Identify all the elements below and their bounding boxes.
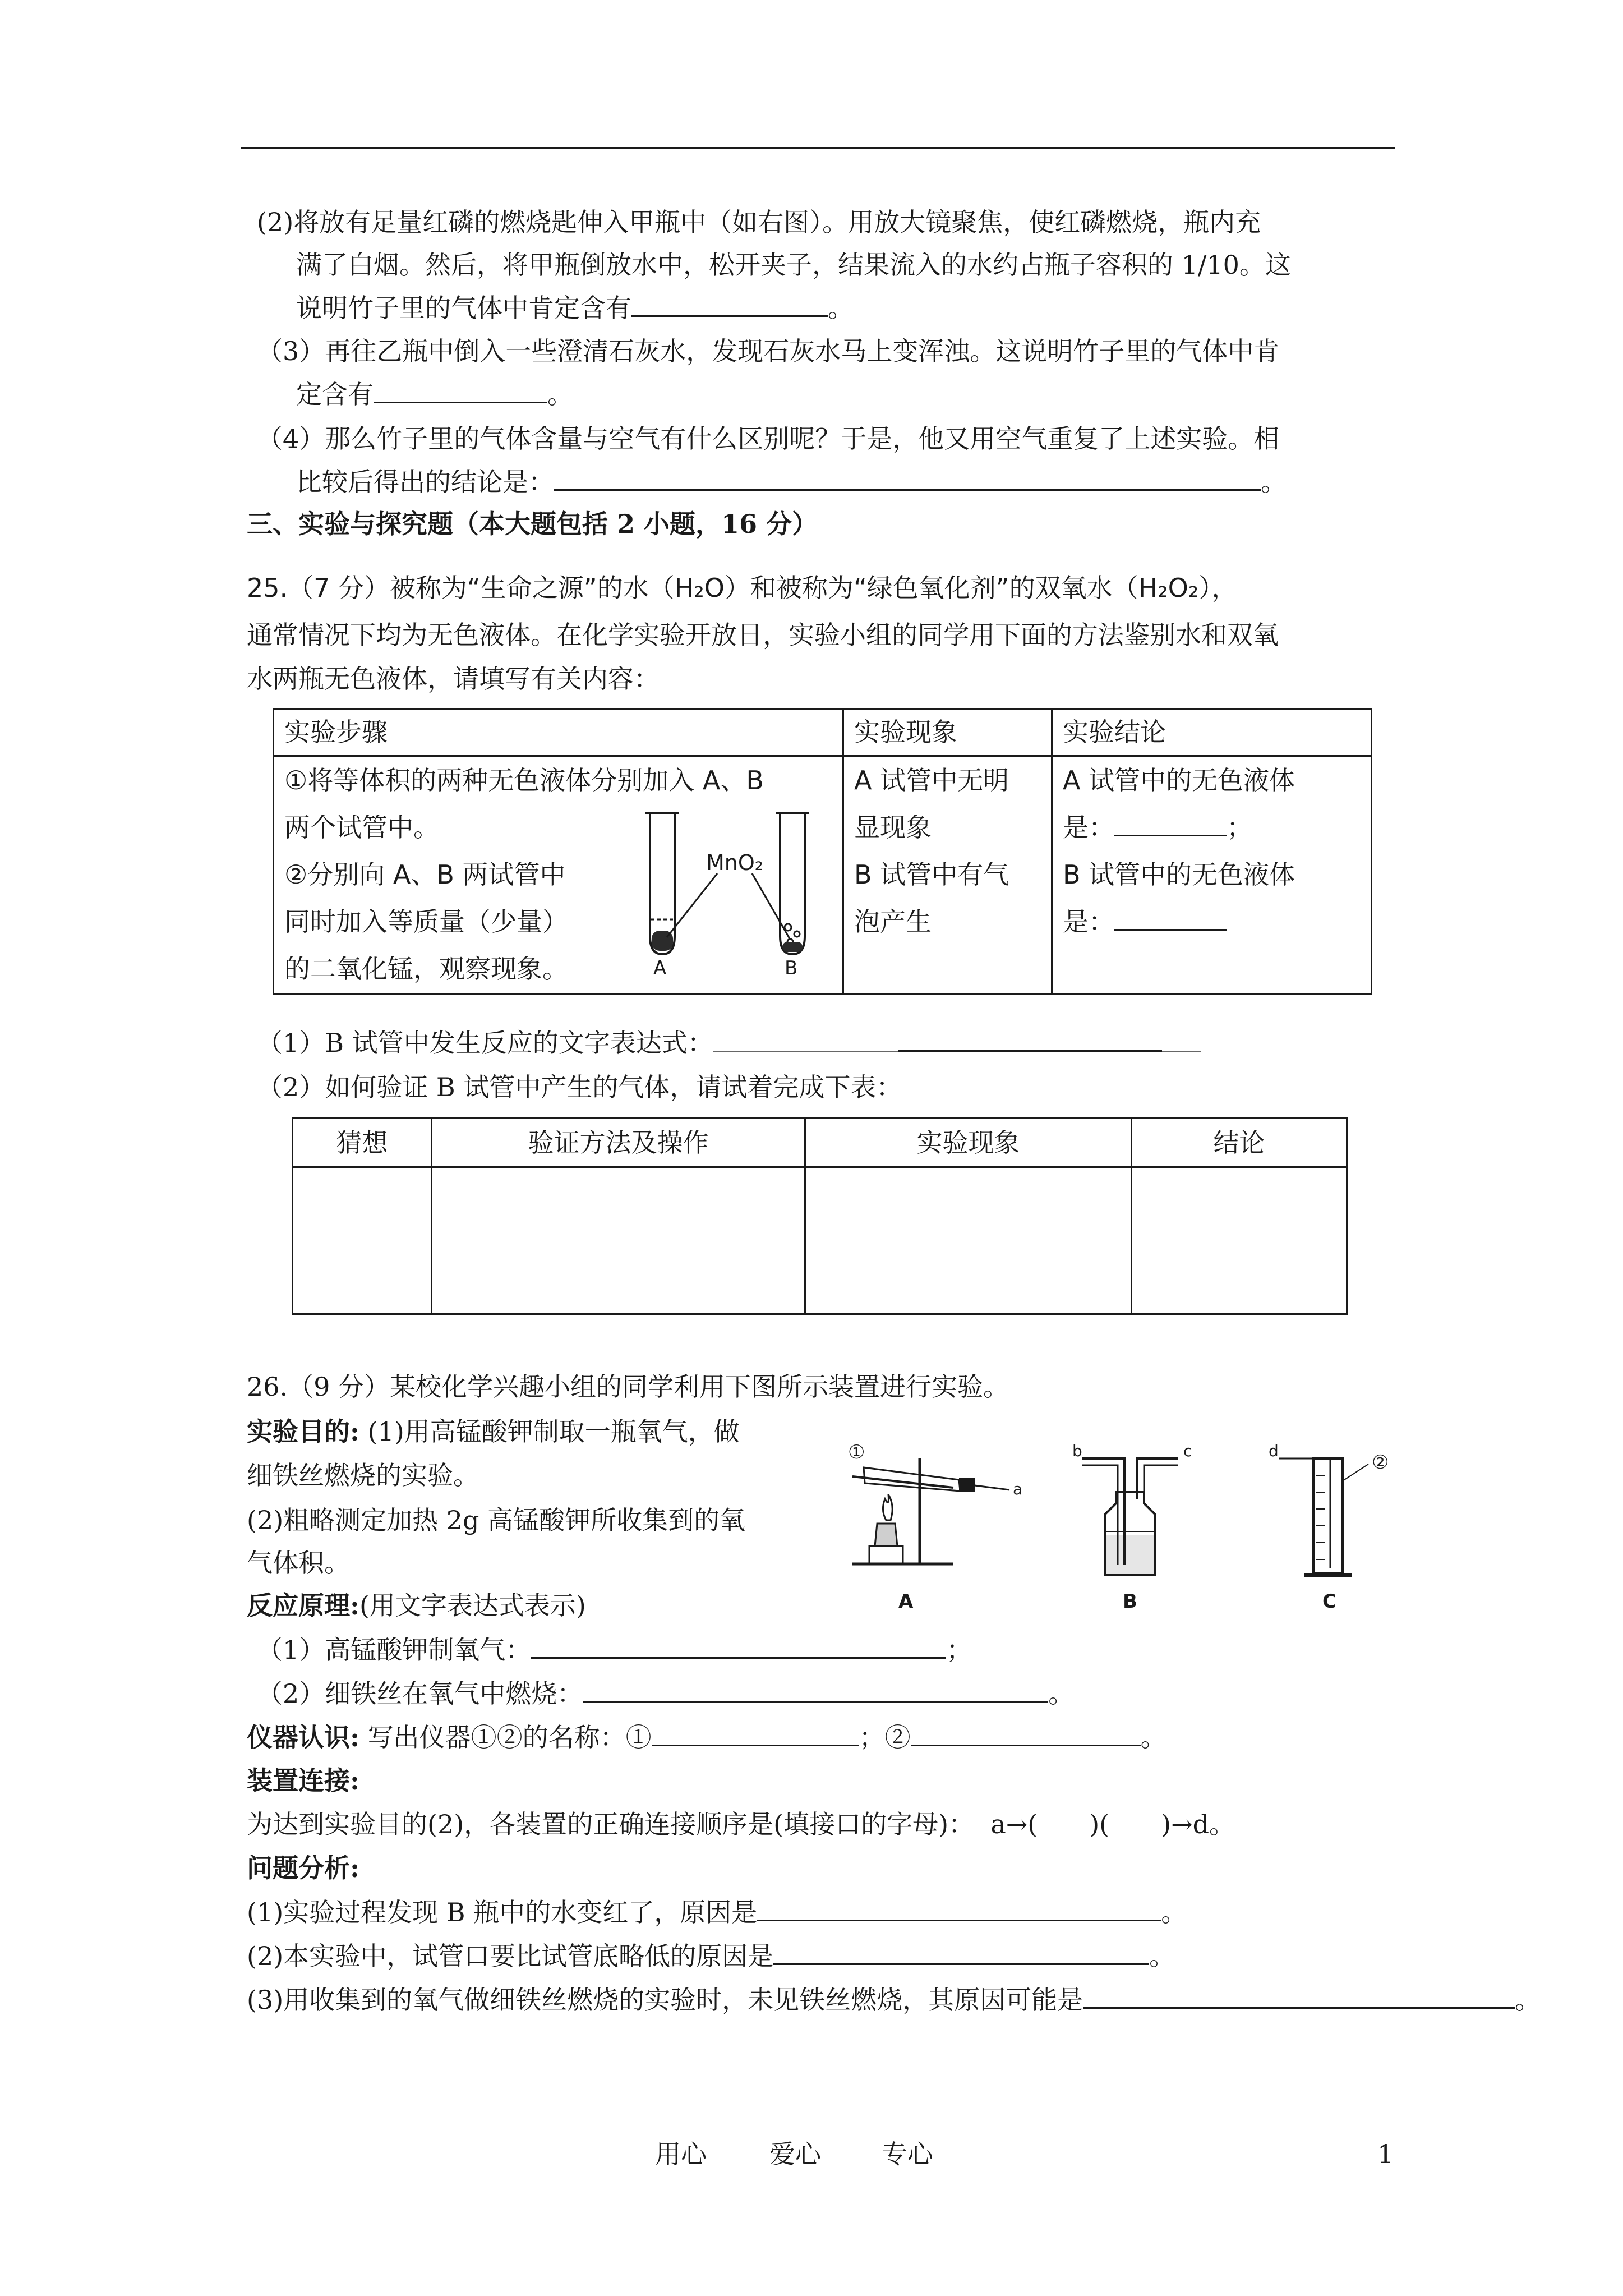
q25-table-header-phenomenon: 实验现象 xyxy=(843,709,1052,756)
header-rule xyxy=(241,147,1395,149)
q26-answer-blank-instrument1[interactable] xyxy=(652,1720,859,1746)
q25-step-line5: 的二氧化锰，观察现象。 xyxy=(284,954,568,984)
q24-answer-blank-1[interactable] xyxy=(631,291,828,317)
q24-answer-blank-3[interactable] xyxy=(554,464,1261,491)
q25-concl-line3: B 试管中的无色液体 xyxy=(1063,859,1295,890)
q26-connection-line xyxy=(247,1807,1235,1841)
q25-concl-b-label: 是： xyxy=(1063,907,1114,937)
q26-purpose-label: 实验目的: xyxy=(247,1416,359,1447)
apparatus-label-a: A xyxy=(898,1590,914,1613)
q25-intro-line2: 通常情况下均为无色液体。在化学实验开放日，实验小组的同学用下面的方法鉴别水和双氧 xyxy=(247,620,1279,650)
q25-step-line2: 两个试管中。 xyxy=(284,812,439,843)
q26-analysis1 xyxy=(247,1895,1187,1929)
q24-answer-blank-2[interactable] xyxy=(374,377,547,403)
q26-analysis2-end: 。 xyxy=(1149,1941,1175,1971)
q26-answer-blank-analysis1[interactable] xyxy=(757,1895,1161,1921)
q26-principle2-end: 。 xyxy=(1048,1678,1075,1709)
q25-sub1-text: （1）B 试管中发生反应的文字表达式： xyxy=(257,1028,713,1058)
q24-p2-period: 。 xyxy=(828,293,854,323)
q24-p4-period: 。 xyxy=(1261,467,1287,497)
q25-sub2: （2）如何验证 B 试管中产生的气体，请试着完成下表： xyxy=(257,1072,902,1102)
q26-instrument-end: 。 xyxy=(1140,1722,1166,1752)
q26-purpose2-line1: (2)粗略测定加热 2g 高锰酸钾所收集到的氧 xyxy=(247,1505,746,1535)
q25-table-header-conclusion: 实验结论 xyxy=(1052,709,1372,756)
q26-analysis-label: 问题分析: xyxy=(247,1853,359,1883)
q26-intro: 26.（9 分）某校化学兴趣小组的同学利用下图所示装置进行实验。 xyxy=(247,1372,1009,1402)
verify-cell-conclusion[interactable] xyxy=(1132,1167,1347,1314)
q26-analysis3 xyxy=(247,1982,1541,2017)
q25-phen-line4: 泡产生 xyxy=(854,907,932,937)
q25-phenomenon-cell xyxy=(843,756,1052,994)
q25-concl-line2 xyxy=(1063,804,1361,851)
q25-phen-line2: 显现象 xyxy=(854,812,932,843)
q25-intro-line1: 25.（7 分）被称为“生命之源”的水（H₂O）和被称为“绿色氧化剂”的双氧水（H₂O₂）， xyxy=(247,573,1238,603)
q26-apparatus-figure xyxy=(841,1436,1481,1621)
q24-p2-text: 说明竹子里的气体中肯定含有 xyxy=(296,293,631,323)
q24-p3-line1: （3）再往乙瓶中倒入一些澄清石灰水，发现石灰水马上变浑浊。这说明竹子里的气体中肯 xyxy=(257,336,1280,366)
verify-cell-phenomenon[interactable] xyxy=(805,1167,1132,1314)
q25-concl-a-label: 是： xyxy=(1063,812,1114,843)
q26-instrument xyxy=(247,1720,1166,1754)
q26-analysis3-end: 。 xyxy=(1515,1985,1541,2015)
q25-intro-line3: 水两瓶无色液体，请填写有关内容： xyxy=(247,664,660,694)
q25-table-header-step: 实验步骤 xyxy=(274,709,843,756)
q24-p2-line2: 满了白烟。然后，将甲瓶倒放水中，松开夹子，结果流入的水约占瓶子容积的 1/10。这 xyxy=(296,250,1291,280)
q26-purpose1-text: (1)用高锰酸钾制取一瓶氧气，做 xyxy=(367,1416,740,1447)
q26-purpose-line1 xyxy=(247,1415,740,1448)
q26-answer-blank-principle1[interactable] xyxy=(531,1632,946,1659)
port-d-label: d xyxy=(1269,1442,1279,1460)
q26-principle2 xyxy=(257,1676,1074,1710)
verify-header-method: 验证方法及操作 xyxy=(432,1119,805,1167)
q25-sub1 xyxy=(257,1025,1201,1060)
q25-answer-blank-b[interactable] xyxy=(1114,907,1227,931)
apparatus-mark-2: ② xyxy=(1372,1451,1389,1474)
q25-step-cell xyxy=(274,756,843,994)
q24-p2-line3 xyxy=(296,291,854,325)
q24-p4-line2 xyxy=(296,464,1287,499)
q26-answer-blank-analysis2[interactable] xyxy=(773,1939,1149,1965)
q25-phen-line1: A 试管中无明 xyxy=(854,765,1009,795)
q26-answer-blank-principle2[interactable] xyxy=(583,1676,1048,1703)
q25-answer-blank-expr-3[interactable] xyxy=(1162,1026,1201,1052)
q25-step-line4: 同时加入等质量（少量） xyxy=(284,907,568,937)
tube-b-label: B xyxy=(785,957,798,976)
q26-purpose1-line2: 细铁丝燃烧的实验。 xyxy=(247,1460,479,1490)
q25-answer-blank-a[interactable] xyxy=(1114,812,1227,836)
page-number: 1 xyxy=(1377,2139,1394,2169)
q25-phen-line3: B 试管中有气 xyxy=(854,859,1009,890)
apparatus-label-b: B xyxy=(1123,1590,1137,1613)
q26-instrument-text: 写出仪器①②的名称：① xyxy=(367,1722,652,1752)
q25-concl-line4 xyxy=(1063,898,1361,945)
q25-concl-a-end: ； xyxy=(1227,812,1252,843)
q26-analysis1-text: (1)实验过程发现 B 瓶中的水变红了，原因是 xyxy=(247,1897,758,1927)
q26-answer-blank-analysis3[interactable] xyxy=(1083,1982,1515,2009)
q24-p4-line1: （4）那么竹子里的气体含量与空气有什么区别呢？于是，他又用空气重复了上述实验。相 xyxy=(257,424,1280,454)
q26-connection-label: 装置连接: xyxy=(247,1765,359,1796)
apparatus-mark-1: ① xyxy=(848,1441,865,1464)
verify-header-conclusion: 结论 xyxy=(1132,1119,1347,1167)
footer-motto-1: 用心 xyxy=(655,2139,707,2169)
verify-cell-guess[interactable] xyxy=(293,1167,432,1314)
apparatus-a-icon xyxy=(852,1458,1009,1564)
q26-principle1-end: ； xyxy=(946,1635,972,1665)
port-a-label: a xyxy=(1013,1480,1023,1498)
q26-principle2-text: （2）细铁丝在氧气中燃烧： xyxy=(257,1678,583,1709)
q26-principle1-text: （1）高锰酸钾制氧气： xyxy=(257,1635,532,1665)
q26-analysis2 xyxy=(247,1939,1175,1973)
tube-a-label: A xyxy=(653,957,667,976)
verify-cell-method[interactable] xyxy=(432,1167,805,1314)
q26-principle-heading xyxy=(247,1589,586,1622)
apparatus-b-icon xyxy=(1082,1458,1178,1575)
q25-answer-blank-expr-1[interactable] xyxy=(713,1026,898,1052)
port-c-label: c xyxy=(1183,1442,1192,1460)
mno2-label: MnO₂ xyxy=(706,850,764,875)
footer-motto-3: 专心 xyxy=(882,2139,933,2169)
q26-analysis1-end: 。 xyxy=(1161,1897,1187,1927)
q26-instrument-label: 仪器认识: xyxy=(247,1722,359,1752)
q26-principle-label: 反应原理: xyxy=(247,1590,359,1621)
apparatus-c-icon xyxy=(1279,1458,1368,1577)
q26-principle-note: (用文字表达式表示) xyxy=(359,1590,586,1621)
q24-p4-text: 比较后得出的结论是： xyxy=(296,467,554,497)
footer-motto-2: 爱心 xyxy=(769,2139,821,2169)
q24-p3-period: 。 xyxy=(547,379,573,409)
q26-purpose2-line2: 气体积。 xyxy=(247,1548,350,1578)
q25-conclusion-cell xyxy=(1052,756,1372,994)
verify-header-guess: 猜想 xyxy=(293,1119,432,1167)
q26-connection-answer[interactable]: a→( )( )→d。 xyxy=(990,1809,1235,1839)
q26-principle1 xyxy=(257,1632,972,1667)
port-b-label: b xyxy=(1072,1442,1082,1460)
section3-title: 三、实验与探究题（本大题包括 2 小题，16 分） xyxy=(247,509,818,539)
verify-header-phenomenon: 实验现象 xyxy=(805,1119,1132,1167)
q24-p2-line1: (2)将放有足量红磷的燃烧匙伸入甲瓶中（如右图）。用放大镜聚焦，使红磷燃烧，瓶内充 xyxy=(257,207,1261,237)
q25-step-line1: ①将等体积的两种无色液体分别加入 A、B xyxy=(284,765,764,795)
q25-experiment-table xyxy=(273,708,1372,995)
q26-analysis2-text: (2)本实验中，试管口要比试管底略低的原因是 xyxy=(247,1941,774,1971)
q24-p3-text: 定含有 xyxy=(296,379,374,409)
q25-verify-table xyxy=(292,1117,1348,1315)
q26-connection-text: 为达到实验目的(2)，各装置的正确连接顺序是(填接口的字母)： xyxy=(247,1809,975,1839)
q26-answer-blank-instrument2[interactable] xyxy=(911,1720,1141,1746)
q24-p3-line2 xyxy=(296,377,573,411)
q25-answer-blank-expr-2[interactable] xyxy=(898,1025,1162,1052)
q26-analysis3-text: (3)用收集到的氧气做细铁丝燃烧的实验时，未见铁丝燃烧，其原因可能是 xyxy=(247,1985,1083,2015)
q25-concl-line1: A 试管中的无色液体 xyxy=(1063,765,1295,795)
q25-step-line3: ②分别向 A、B 两试管中 xyxy=(284,859,566,890)
apparatus-label-c: C xyxy=(1322,1590,1336,1613)
q26-instrument-sep: ；② xyxy=(859,1722,911,1752)
